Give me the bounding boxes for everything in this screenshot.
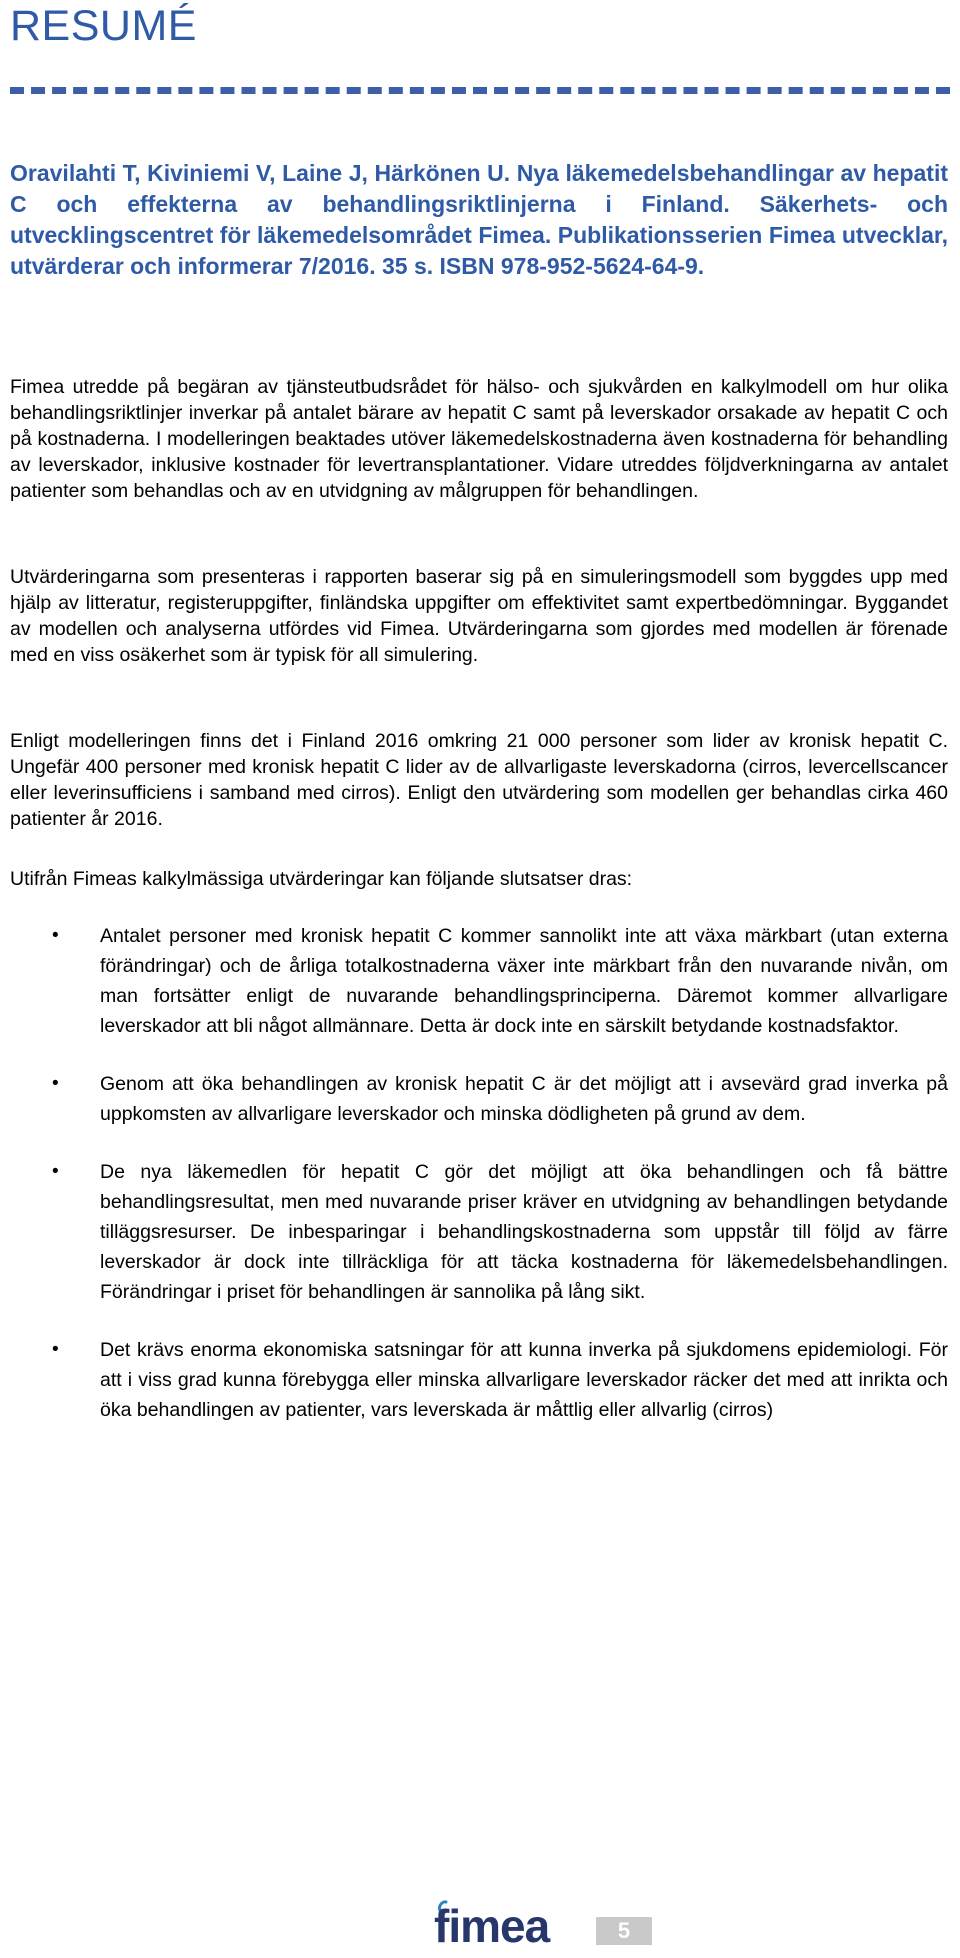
page-title: RESUMÉ [10,2,197,50]
list-item-text: Antalet personer med kronisk hepatit C kommer sannolikt inte att växa märkbart (utan externa förändringar) och de årliga totalkostnaderna växer inte märkbart från den nuvarande nivån, om man fortsätter enligt de nuvarande behandlingsprinciperna. Däremot kommer allvarligare leverskador att bli något allmännare. Detta är dock inte en särskilt betydande kostnadsfaktor. [100,925,948,1037]
paragraph-intro: Fimea utredde på begäran av tjänsteutbudsrådet för hälso- och sjukvården en kalkylmodell om hur olika behandlingsriktlinjer inverkar på antalet bärare av hepatit C samt på leverskador orsakade av hepatit C och på kostnaderna. I modelleringen beaktades utöver läkemedelskostnaderna även kostnaderna för behandling av leverskador, inklusive kostnader för levertransplantationer. Vidare utreddes följdverkningarna av antalet patienter som behandlas och av en utvidgning av målgruppen för behandlingen. [10,376,948,502]
bullet-icon: • [52,1073,59,1094]
fimea-logo [432,1898,568,1948]
bullet-icon: • [52,925,59,946]
paragraph-results: Enligt modelleringen finns det i Finland 2016 omkring 21 000 personer som lider av kronisk hepatit C. Ungefär 400 personer med kronisk hepatit C lider av de allvarligaste leverskadorna (cirros, levercellscancer eller leverinsufficiens i samband med cirros). Enligt den utvärdering som modellen ger behandlas cirka 460 patienter år 2016. [10,730,948,830]
paragraph-conclusions-intro: Utifrån Fimeas kalkylmässiga utvärderingar kan följande slutsatser dras: [10,868,633,890]
logo-wordmark: fimea [434,1900,550,1948]
page-number: 5 [596,1917,652,1945]
list-item [10,1335,948,1425]
list-item [10,1069,948,1129]
list-item [10,1157,948,1307]
conclusions-list [10,921,948,1453]
list-item [10,921,948,1041]
list-item-text: Det krävs enorma ekonomiska satsningar för att kunna inverka på sjukdomens epidemiologi. För att i viss grad kunna förebygga eller minska allvarligare leverskador räcker det med att inrikta och öka behandlingen av patienter, vars leverskada är måttlig eller allvarlig (cirros) [100,1339,948,1421]
list-item-text: Genom att öka behandlingen av kronisk hepatit C är det möjligt att i avsevärd grad inverka på uppkomsten av allvarligare leverskador och minska dödligheten på grund av dem. [100,1073,948,1125]
citation: Oravilahti T, Kiviniemi V, Laine J, Härkönen U. Nya läkemedelsbehandlingar av hepatit C och effekterna av behandlingsriktlinjerna i Finland. Säkerhets- och utvecklingscentret för läkemedelsområdet Fimea. Publikationsserien Fimea utvecklar, utvärderar och informerar 7/2016. 35 s. ISBN 978-952-5624-64-9. [10,160,948,279]
paragraph-methods: Utvärderingarna som presenteras i rapporten baserar sig på en simuleringsmodell som byggdes upp med hjälp av litteratur, registeruppgifter, finländska uppgifter om effektivitet samt expertbedömningar. Byggandet av modellen och analyserna utfördes vid Fimea. Utvärderingarna som gjordes med modellen är förenade med en viss osäkerhet som är typisk för all simulering. [10,566,948,666]
bullet-icon: • [52,1339,59,1360]
list-item-text: De nya läkemedlen för hepatit C gör det möjligt att öka behandlingen och få bättre behandlingsresultat, men med nuvarande priser kräver en utvidgning av behandlingen betydande tilläggsresurser. De inbesparingar i behandlingskostnaderna som uppstår till följd av färre leverskador är dock inte tillräckliga för att täcka kostnaderna för läkemedelsbehandlingen. Förändringar i priset för behandlingen är sannolika på lång sikt. [100,1161,948,1303]
bullet-icon: • [52,1161,59,1182]
title-divider [10,87,950,94]
